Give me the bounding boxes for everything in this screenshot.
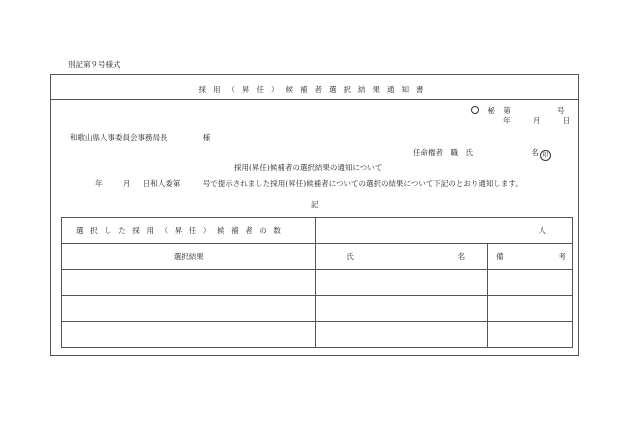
date-line (503, 117, 570, 125)
honorific: 様 (202, 133, 211, 142)
results-table (61, 217, 573, 348)
col-name-1: 氏 (346, 252, 354, 261)
ki-mark: 記 (311, 200, 319, 209)
document-title: 採用（昇任）候補者選択結果通知書 (198, 85, 431, 94)
number-suffix: 号 (557, 106, 565, 115)
result-cell[interactable] (62, 296, 316, 322)
col-result-header: 選択結果 (62, 244, 316, 270)
addressee: 和歌山県人事委員会事務局長 (70, 133, 168, 142)
note-cell[interactable] (488, 322, 573, 348)
body-text (95, 180, 523, 188)
name-cell[interactable] (316, 296, 488, 322)
col-name-header (316, 244, 488, 270)
name-cell[interactable] (316, 270, 488, 296)
header-row (62, 244, 573, 270)
table-row (62, 296, 573, 322)
date-year: 年 (503, 116, 511, 125)
number-prefix: 第 (503, 106, 511, 115)
count-label: 選択した採用（昇任）候補者の数 (62, 218, 316, 244)
notice-form (50, 74, 579, 356)
col-name-2: 名 (457, 252, 466, 261)
authority-name: 名 (531, 148, 539, 157)
circle-mark-icon (471, 106, 479, 114)
date-day: 日 (562, 116, 571, 125)
table-row (62, 270, 573, 296)
subject: 採用(昇任)候補者の選択結果の通知について (234, 163, 383, 172)
body-rest: 日和人委第 号で提示されました採用(昇任)候補者についての選択の結果について下記のとおり通知します。 (142, 179, 523, 188)
secret-mark: 秘 (487, 106, 495, 115)
table-row (62, 322, 573, 348)
name-cell[interactable] (316, 322, 488, 348)
title-bar (51, 75, 578, 100)
body-year: 年 (95, 179, 103, 188)
col-note-2: 考 (558, 252, 566, 261)
addressee-line (70, 134, 210, 142)
reference-number (471, 106, 565, 115)
body-month: 月 (122, 179, 131, 188)
seal-icon: 印 (540, 150, 551, 161)
count-row (62, 218, 573, 244)
authority-line (413, 149, 551, 161)
date-month: 月 (532, 116, 541, 125)
form-number: 別記第９号様式 (68, 60, 121, 69)
note-cell[interactable] (488, 296, 573, 322)
authority-label: 任命権者 職 氏 (413, 148, 473, 157)
col-note-header (488, 244, 573, 270)
note-cell[interactable] (488, 270, 573, 296)
result-cell[interactable] (62, 322, 316, 348)
count-unit: 人 (316, 218, 573, 244)
result-cell[interactable] (62, 270, 316, 296)
col-note-1: 備 (496, 252, 504, 261)
